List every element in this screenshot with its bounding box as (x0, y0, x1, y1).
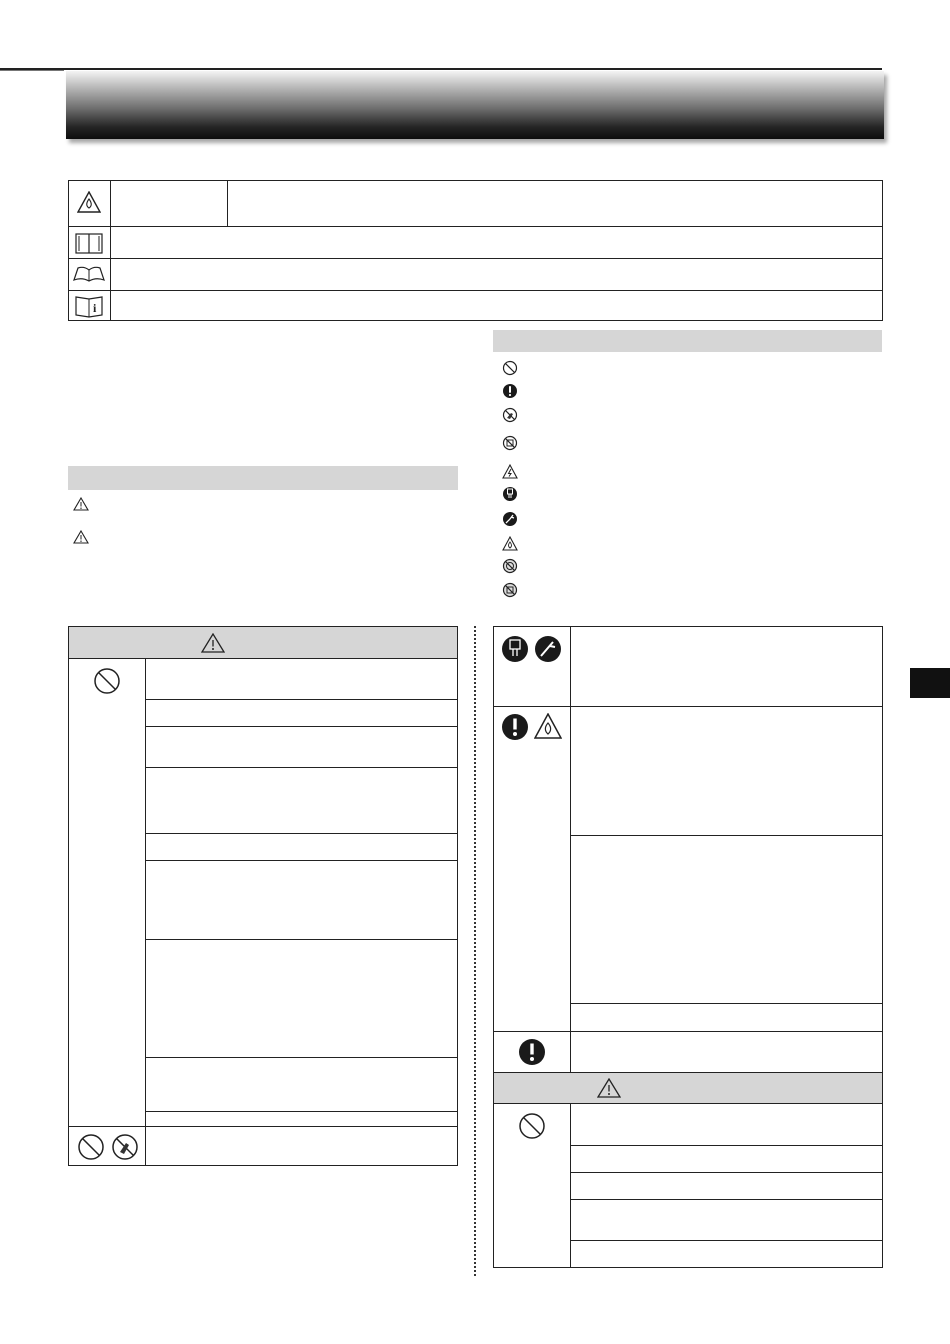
right-warning-table (493, 626, 883, 1268)
warning-triangle-icon (73, 497, 89, 511)
caution-triangle-icon (73, 530, 89, 544)
mandatory-icon (501, 713, 529, 741)
caution-table-header (494, 1072, 882, 1104)
header-rule-left (0, 70, 64, 71)
disconnect-icon (534, 635, 562, 663)
warning-table-header (69, 627, 457, 659)
electric-shock-icon (502, 464, 518, 479)
column-divider (474, 626, 476, 1276)
manual-icon (74, 231, 104, 255)
svg-text:i: i (93, 301, 97, 315)
unplug-icon (501, 635, 529, 663)
caution-triangle-icon (597, 1078, 621, 1098)
warning-triangle-icon (201, 633, 225, 653)
no-disassembly-icon (502, 582, 518, 598)
prohibited-icon (77, 1133, 105, 1161)
mandatory-icon (518, 1038, 546, 1066)
section-side-tab (910, 668, 950, 698)
open-book-icon (72, 264, 106, 284)
prohibited-icon (93, 667, 121, 695)
fire-hazard-icon (502, 536, 518, 551)
header-rule (0, 68, 882, 70)
fire-hazard-icon (77, 191, 101, 213)
no-water-icon (502, 434, 518, 452)
title-banner (66, 71, 884, 139)
left-section-heading (68, 466, 458, 490)
prohibited-icon (502, 360, 518, 376)
disconnect-icon (502, 511, 518, 527)
unplug-icon (502, 486, 518, 502)
mandatory-icon (502, 383, 518, 399)
no-wet-hands-icon (111, 1133, 139, 1161)
prohibited-icon (518, 1112, 546, 1140)
warning-table (68, 626, 458, 1166)
right-section-heading (493, 330, 882, 352)
no-touch-icon (502, 558, 518, 574)
fire-hazard-icon (534, 713, 562, 739)
no-wet-hands-icon (502, 407, 518, 423)
information-book-icon (74, 294, 104, 318)
symbols-table (68, 180, 883, 321)
